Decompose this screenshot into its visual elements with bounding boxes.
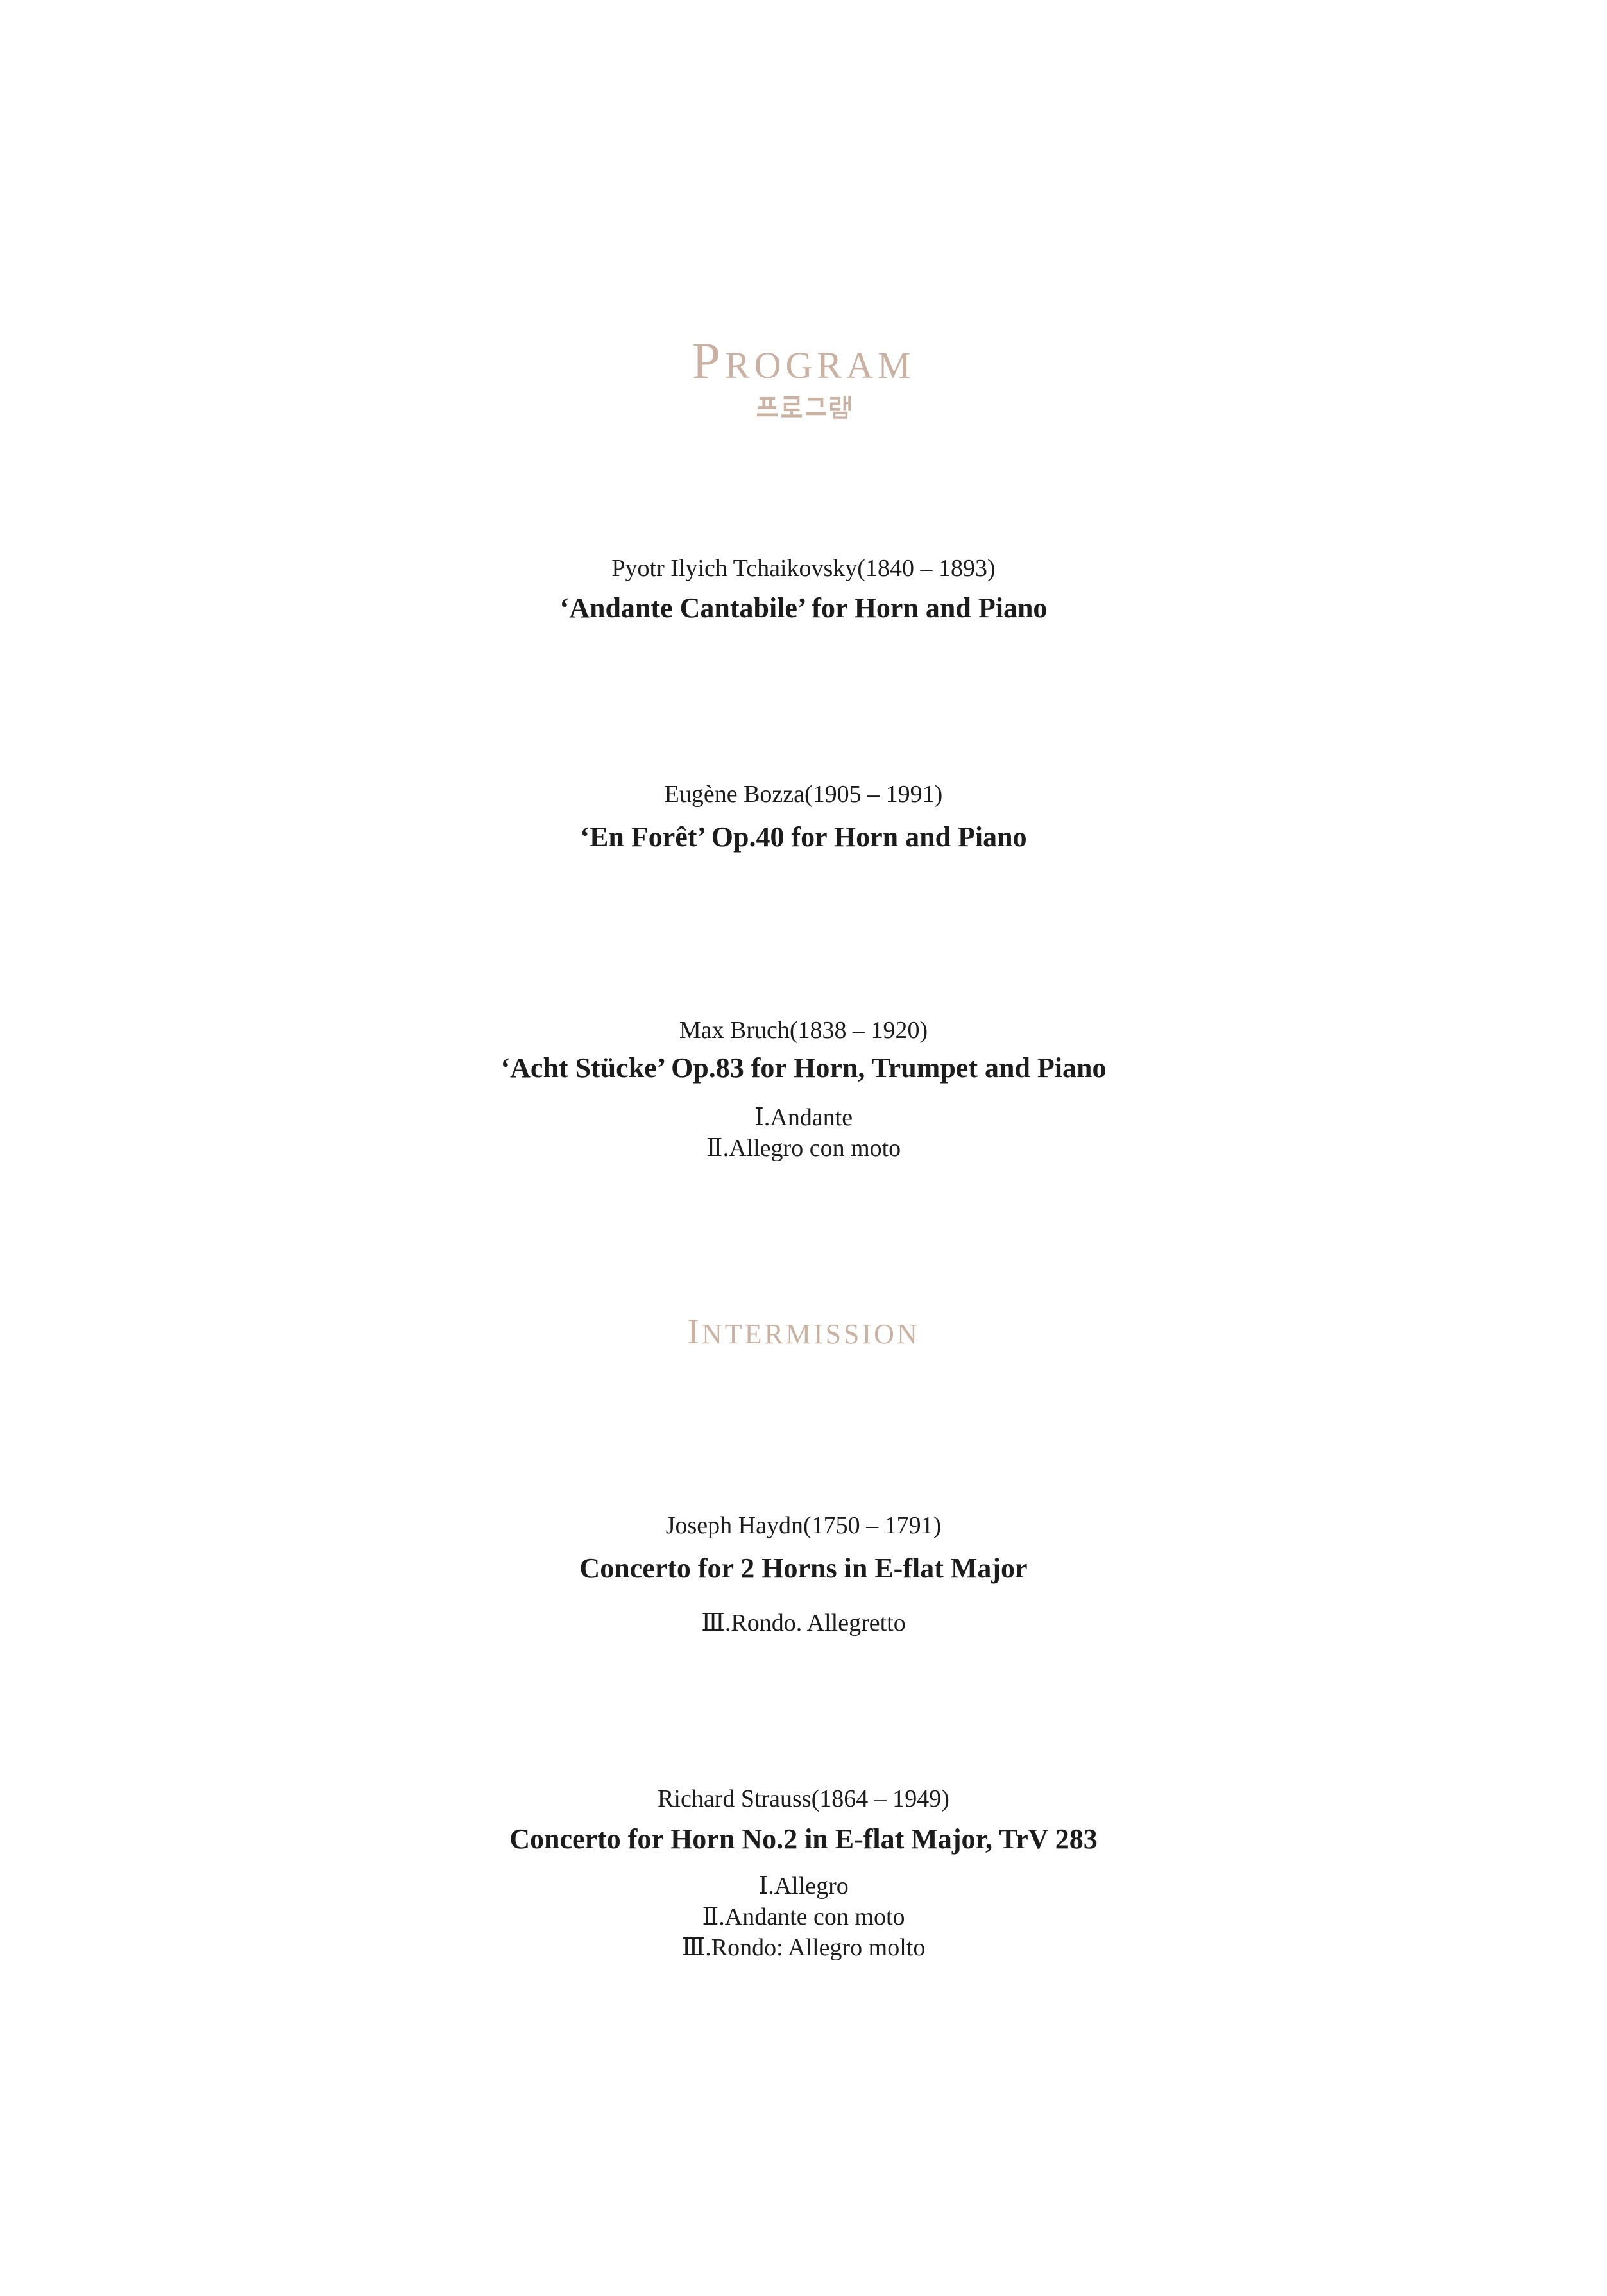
page-title: PROGRAM <box>692 333 915 389</box>
piece-title: Concerto for 2 Horns in E-flat Major <box>579 1552 1028 1584</box>
composer-name: Eugène Bozza(1905 – 1991) <box>664 781 943 808</box>
page-subtitle-korean <box>0 395 1607 420</box>
movement-list <box>0 1871 1607 1963</box>
movement-list <box>0 1608 1607 1638</box>
hangul-ro-glyph <box>781 395 803 420</box>
composer-name: Pyotr Ilyich Tchaikovsky(1840 – 1893) <box>611 555 996 582</box>
piece-title: ‘Acht Stücke’ Op.83 for Horn, Trumpet and Piano <box>500 1052 1107 1084</box>
hangul-geu-glyph <box>805 395 827 420</box>
movement-item: Ⅱ.Andante con moto <box>702 1903 905 1930</box>
composer-name: Max Bruch(1838 – 1920) <box>679 1017 928 1044</box>
movement-item: Ⅲ.Rondo. Allegretto <box>701 1610 906 1637</box>
intermission-heading: INTERMISSION <box>687 1312 920 1352</box>
piece-title: ‘Andante Cantabile’ for Horn and Piano <box>559 592 1048 624</box>
hangul-peu-glyph <box>756 395 778 420</box>
movement-list <box>0 1102 1607 1164</box>
movement-item: Ⅲ.Rondo: Allegro molto <box>681 1934 926 1961</box>
piece-title: ‘En Forêt’ Op.40 for Horn and Piano <box>580 821 1027 853</box>
hangul-raem-glyph <box>829 395 851 420</box>
composer-name: Richard Strauss(1864 – 1949) <box>658 1785 949 1812</box>
movement-item: Ⅰ.Allegro <box>758 1873 849 1900</box>
composer-name: Joseph Haydn(1750 – 1791) <box>665 1512 942 1539</box>
movement-item: Ⅰ.Andante <box>754 1104 853 1131</box>
piece-title: Concerto for Horn No.2 in E-flat Major, TrV 283 <box>509 1823 1098 1855</box>
movement-item: Ⅱ.Allegro con moto <box>706 1135 901 1162</box>
